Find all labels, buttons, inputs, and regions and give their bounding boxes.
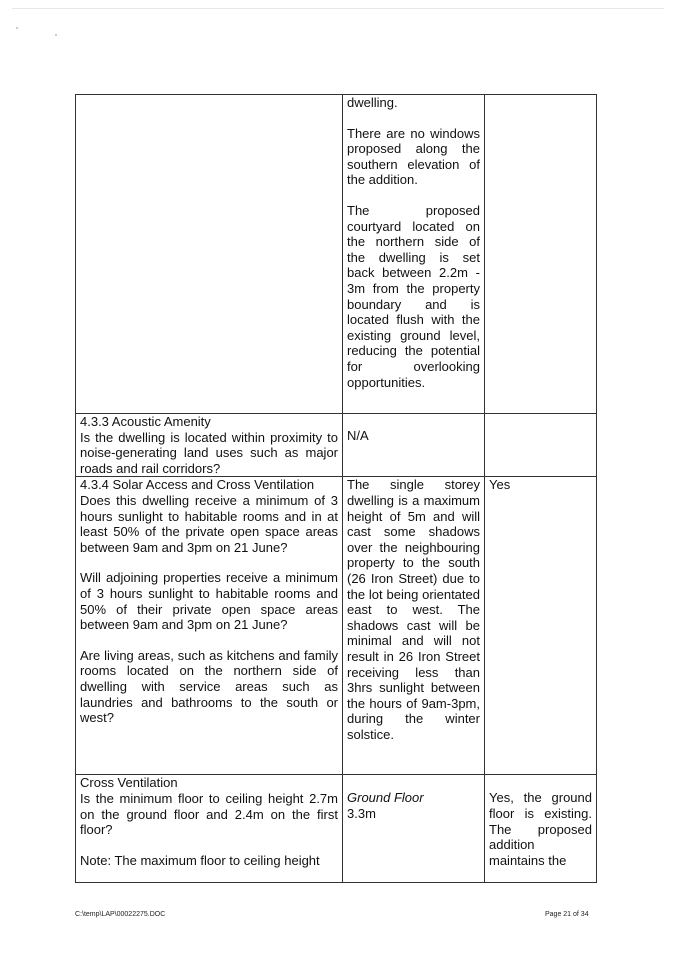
comment-paragraph: dwelling. <box>347 95 398 110</box>
comment-heading: Ground Floor <box>347 790 424 806</box>
requirement-cell <box>76 477 343 775</box>
comment-paragraph: 3.3m <box>347 805 376 821</box>
requirement-paragraph: 4.3.3 Acoustic Amenity Is the dwelling is located within proximity to noise-generating land uses such as major roads and rail corridors? <box>80 414 338 476</box>
requirement-cell <box>76 95 343 414</box>
footer-page-number: Page 21 of 34 <box>545 911 589 918</box>
comment-cell <box>343 414 485 477</box>
complies-cell <box>485 477 597 775</box>
requirement-paragraph: Will adjoining properties receive a minimum of 3 hours sunlight to habitable rooms and 50% of their private open space areas between 9am and 3pm on 21 June? <box>80 570 338 633</box>
requirement-paragraph: Note: The maximum floor to ceiling height <box>80 852 320 868</box>
footer-file-path: C:\temp\LAP\00022275.DOC <box>75 911 166 918</box>
complies-cell <box>485 775 597 883</box>
comment-cell <box>343 775 485 883</box>
requirement-paragraph: 4.3.4 Solar Access and Cross Ventilation Does this dwelling receive a minimum of 3 hours sunlight to habitable rooms and in at least 50% of the private open space areas between 9am and 3pm on 21 June? <box>80 477 338 555</box>
complies-cell <box>485 95 597 414</box>
scan-speck <box>16 27 18 29</box>
assessment-table <box>75 94 597 883</box>
complies-text: Yes <box>489 477 511 493</box>
complies-text: Yes, the ground floor is existing. The proposed addition maintains the <box>489 790 592 868</box>
table-row <box>76 477 597 775</box>
table-row <box>76 414 597 477</box>
comment-cell <box>343 477 485 775</box>
requirement-paragraph: Are living areas, such as kitchens and family rooms located on the northern side of dwelling with service areas such as laundries and bathrooms to the south or west? <box>80 647 338 726</box>
comment-paragraph: There are no windows proposed along the southern elevation of the addition. <box>347 125 480 188</box>
complies-cell <box>485 414 597 477</box>
scan-speck <box>55 34 57 36</box>
table-row <box>76 775 597 883</box>
comment-paragraph: The proposed courtyard located on the northern side of the dwelling is set back between 2.2m - 3m from the property boundary and is located flush with the existing ground level, reducing the potential for overlooking opportunities. <box>347 202 480 390</box>
comment-paragraph: N/A <box>347 428 369 443</box>
table-row <box>76 95 597 414</box>
comment-cell <box>343 95 485 414</box>
page-edge <box>12 8 664 9</box>
requirement-cell <box>76 414 343 477</box>
requirement-cell <box>76 775 343 883</box>
comment-paragraph: The single storey dwelling is a maximum height of 5m and will cast some shadows over the neighbouring property to the south (26 Iron Street) due to the lot being orientated east to west. The shadows cast will be minimal and will not result in 26 Iron Street receiving less than 3hrs sunlight between the hours of 9am-3pm, during the winter solstice. <box>347 477 480 742</box>
requirement-paragraph: Cross Ventilation Is the minimum floor to ceiling height 2.7m on the ground floor and 2.4m on the first floor? <box>80 775 338 838</box>
